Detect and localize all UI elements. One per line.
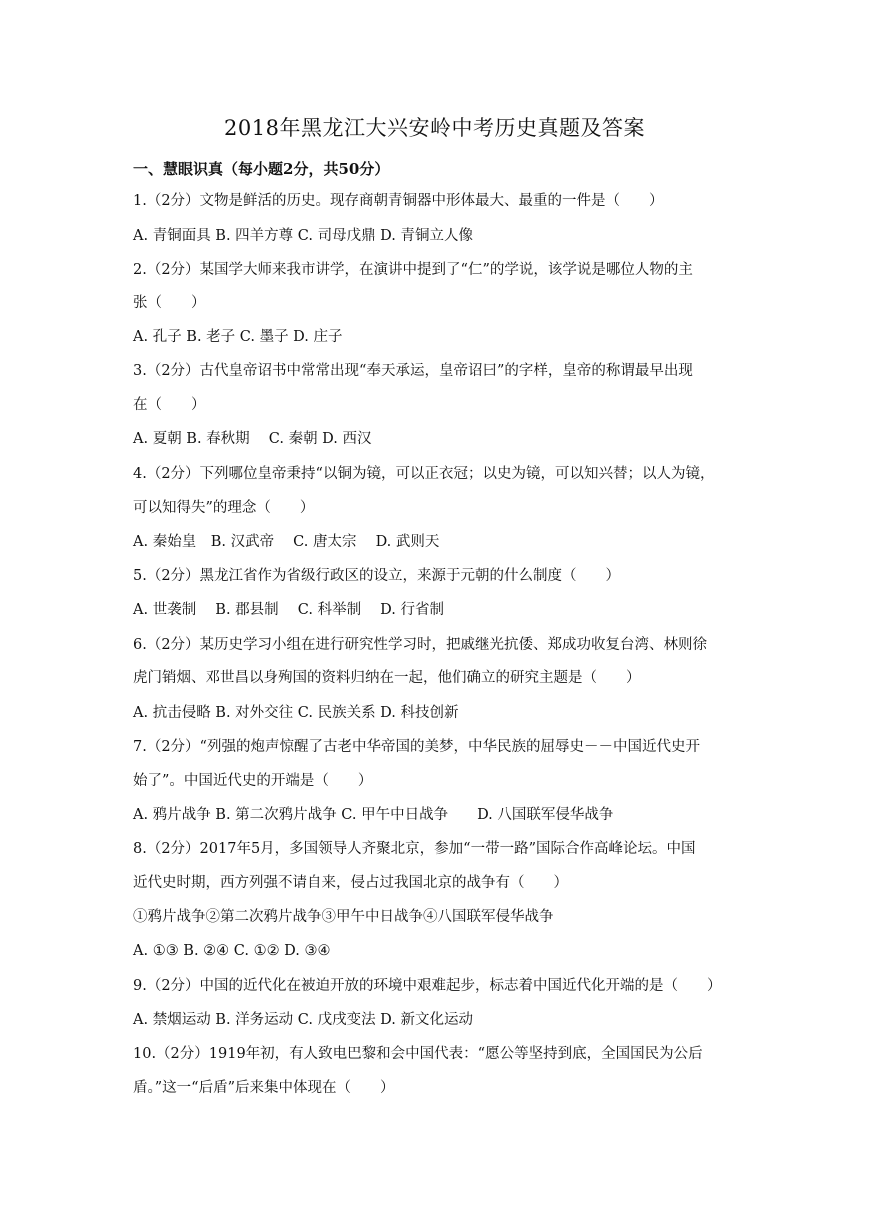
question-4-options: A. 秦始皇 B. 汉武帝 C. 唐太宗 D. 武则天 — [133, 534, 440, 550]
question-9-stem: 9.（2分）中国的近代化在被迫开放的环境中艰难起步，标志着中国近代化开端的是（ ） — [133, 978, 722, 994]
question-7-stem-cont: 始了”。中国近代史的开端是（ ） — [133, 773, 373, 789]
document-title: 2018年黑龙江大兴安岭中考历史真题及答案 — [224, 116, 645, 140]
question-10-stem: 10.（2分）1919年初，有人致电巴黎和会中国代表：“愿公等坚持到底，全国国民为公后 — [133, 1046, 703, 1062]
question-7-options: A. 鸦片战争 B. 第二次鸦片战争 C. 甲午中日战争 D. 八国联军侵华战争 — [133, 807, 614, 823]
question-9-options: A. 禁烟运动 B. 洋务运动 C. 戊戌变法 D. 新文化运动 — [133, 1012, 474, 1028]
question-1-stem: 1.（2分）文物是鲜活的历史。现存商朝青铜器中形体最大、最重的一件是（ ） — [133, 193, 664, 209]
question-3-stem: 3.（2分）古代皇帝诏书中常常出现“奉天承运，皇帝诏曰”的字样，皇帝的称谓最早出现 — [133, 363, 693, 379]
question-5-options: A. 世袭制 B. 郡县制 C. 科举制 D. 行省制 — [133, 602, 445, 618]
question-6-options: A. 抗击侵略 B. 对外交往 C. 民族关系 D. 科技创新 — [133, 705, 459, 721]
question-5-stem: 5.（2分）黑龙江省作为省级行政区的设立，来源于元朝的什么制度（ ） — [133, 568, 621, 584]
question-7-stem: 7.（2分）“列强的炮声惊醒了古老中华帝国的美梦，中华民族的屈辱史－－中国近代史开 — [133, 739, 700, 755]
question-6-stem: 6.（2分）某历史学习小组在进行研究性学习时，把戚继光抗倭、郑成功收复台湾、林则徐 — [133, 637, 708, 653]
question-2-stem: 2.（2分）某国学大师来我市讲学，在演讲中提到了“仁”的学说，该学说是哪位人物的主 — [133, 262, 693, 278]
question-6-stem-cont: 虎门销烟、邓世昌以身殉国的资料归纳在一起，他们确立的研究主题是（ ） — [133, 670, 641, 686]
question-8-options: A. ①③ B. ②④ C. ①② D. ③④ — [133, 943, 331, 959]
question-10-stem-cont: 盾。”这一“后盾”后来集中体现在（ ） — [133, 1080, 395, 1096]
question-8-items: ①鸦片战争②第二次鸦片战争③甲午中日战争④八国联军侵华战争 — [133, 909, 554, 925]
question-3-options: A. 夏朝 B. 春秋期 C. 秦朝 D. 西汉 — [133, 431, 372, 447]
question-2-stem-cont: 张（ ） — [133, 295, 206, 311]
question-3-stem-cont: 在（ ） — [133, 397, 206, 413]
question-2-options: A. 孔子 B. 老子 C. 墨子 D. 庄子 — [133, 329, 343, 345]
question-8-stem: 8.（2分）2017年5月，多国领导人齐聚北京，参加“一带一路”国际合作高峰论坛。中国 — [133, 841, 696, 857]
question-8-stem-cont: 近代史时期，西方列强不请自来，侵占过我国北京的战争有（ ） — [133, 875, 568, 891]
question-4-stem: 4.（2分）下列哪位皇帝秉持“以铜为镜，可以正衣冠；以史为镜，可以知兴替；以人为镜， — [133, 466, 715, 482]
section-heading: 一、慧眼识真（每小题2分，共50分） — [133, 160, 390, 178]
question-1-options: A. 青铜面具 B. 四羊方尊 C. 司母戊鼎 D. 青铜立人像 — [133, 228, 474, 244]
question-4-stem-cont: 可以知得失”的理念（ ） — [133, 500, 315, 516]
